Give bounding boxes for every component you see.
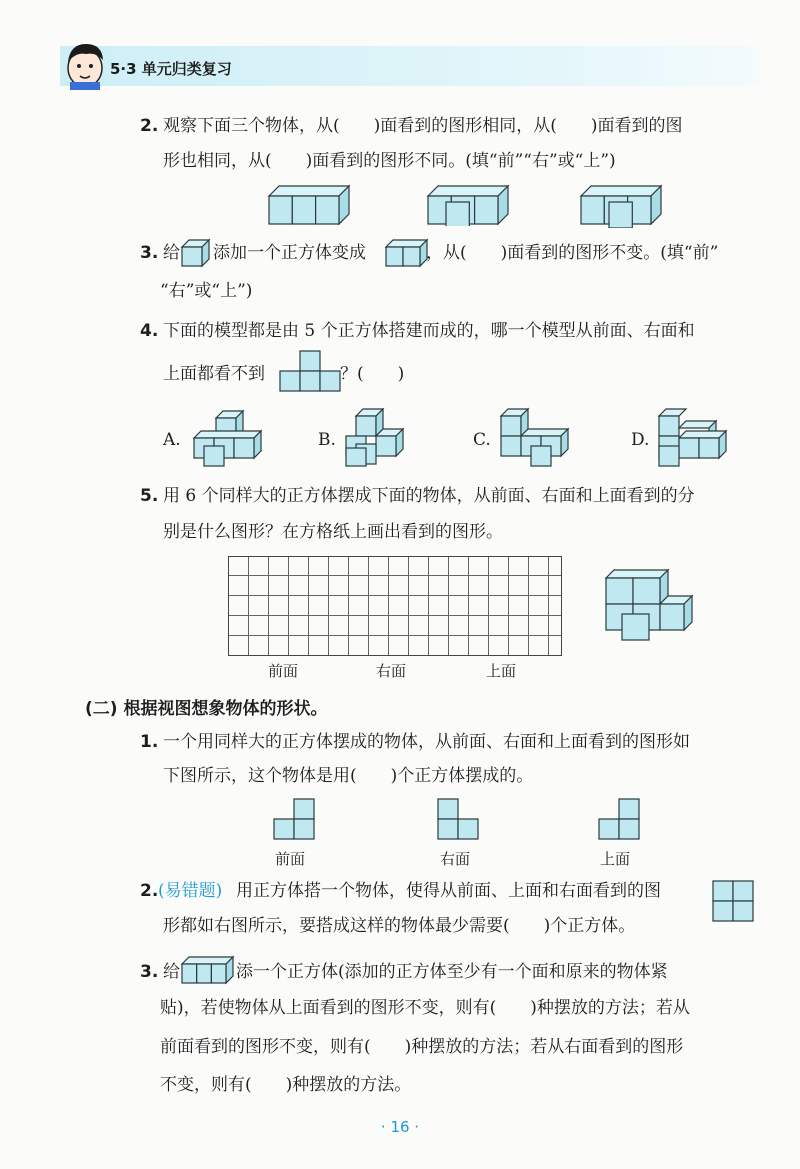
q3-post: ，从( )面看到的图形不变。(填“前”: [426, 243, 719, 263]
grid-paper[interactable]: [228, 556, 562, 656]
s2q3-triple-cube: [180, 955, 236, 985]
q2-object-3: [577, 184, 667, 228]
s2q3-line4: 不变，则有( )种摆放的方法。: [160, 1075, 412, 1095]
q4-number: 4.: [140, 321, 159, 341]
q4-line2-pre: 上面都看不到: [163, 364, 265, 384]
section-2-title: (二) 根据视图想象物体的形状。: [85, 699, 328, 719]
s2q3-line2: 贴)，若使物体从上面看到的图形不变，则有( )种摆放的方法；若从: [160, 998, 690, 1018]
q3-single-cube: [180, 238, 212, 268]
s2q1-line1: 一个用同样大的正方体摆成的物体，从前面、右面和上面看到的图形如: [163, 732, 690, 752]
q4-option-a-label: A.: [163, 430, 181, 450]
q4-option-b-model: [342, 408, 416, 472]
s2q2-line1: 用正方体搭一个物体，使得从前面、上面和右面看到的图: [236, 881, 661, 901]
q2-line1: 观察下面三个物体，从( )面看到的图形相同，从( )面看到的图: [163, 116, 683, 136]
s2q2-number: 2.: [140, 881, 159, 901]
q3-double-cube: [384, 238, 430, 268]
s2q3-line3: 前面看到的图形不变，则有( )种摆放的方法；若从右面看到的图形: [160, 1037, 684, 1057]
grid-label-right: 右面: [376, 662, 407, 680]
grid-label-front: 前面: [268, 662, 299, 680]
q5-line1: 用 6 个同样大的正方体摆成下面的物体，从前面、右面和上面看到的分: [163, 486, 695, 506]
s2q3-pre: 给: [163, 962, 180, 982]
q3-mid: 添加一个正方体变成: [213, 243, 366, 263]
q2-line2: 形也相同，从( )面看到的图形不同。(填“前”“右”或“上”): [163, 151, 616, 171]
q4-option-d-label: D.: [631, 430, 650, 450]
q5-number: 5.: [140, 486, 159, 506]
q3-line2: “右”或“上”): [160, 281, 253, 301]
s2q3-post: 添一个正方体(添加的正方体至少有一个面和原来的物体紧: [236, 962, 668, 982]
q4-option-c-label: C.: [473, 430, 491, 450]
s2q2-tag: (易错题): [158, 881, 223, 901]
s2q1-top-view: [598, 798, 642, 842]
q4-option-b-label: B.: [318, 430, 336, 450]
q4-option-d-model: [655, 408, 735, 472]
s2q1-line2: 下图所示，这个物体是用( )个正方体摆成的。: [163, 766, 534, 786]
q4-option-c-model: [497, 406, 577, 472]
q4-line2-post: ？( ): [340, 364, 405, 384]
s2q2-line2: 形都如右图所示，要搭成这样的物体最少需要( )个正方体。: [163, 916, 636, 936]
boy-mascot-icon: [62, 38, 108, 90]
q5-line2: 别是什么图形？在方格纸上画出看到的图形。: [163, 522, 503, 542]
s2q3-number: 3.: [140, 962, 159, 982]
header-title: 5·3 单元归类复习: [110, 60, 232, 78]
q4-view-shape: [279, 350, 341, 392]
q4-option-a-model: [190, 410, 264, 472]
s2q1-right-view: [437, 798, 481, 842]
grid-label-top: 上面: [486, 662, 517, 680]
q3-pre: 给: [163, 243, 180, 263]
page-number: · 16 ·: [380, 1118, 420, 1136]
q4-line1: 下面的模型都是由 5 个正方体搭建而成的，哪一个模型从前面、右面和: [163, 321, 695, 341]
s2q1-number: 1.: [140, 732, 159, 752]
q5-object: [602, 568, 694, 646]
s2q2-view-shape: [712, 880, 756, 924]
s2q1-label-front: 前面: [275, 850, 306, 868]
s2q1-label-right: 右面: [440, 850, 471, 868]
s2q1-front-view: [273, 798, 317, 842]
q3-number: 3.: [140, 243, 159, 263]
q2-number: 2.: [140, 116, 159, 136]
q2-object-2: [424, 184, 514, 226]
q2-object-1: [265, 184, 355, 226]
s2q1-label-top: 上面: [600, 850, 631, 868]
